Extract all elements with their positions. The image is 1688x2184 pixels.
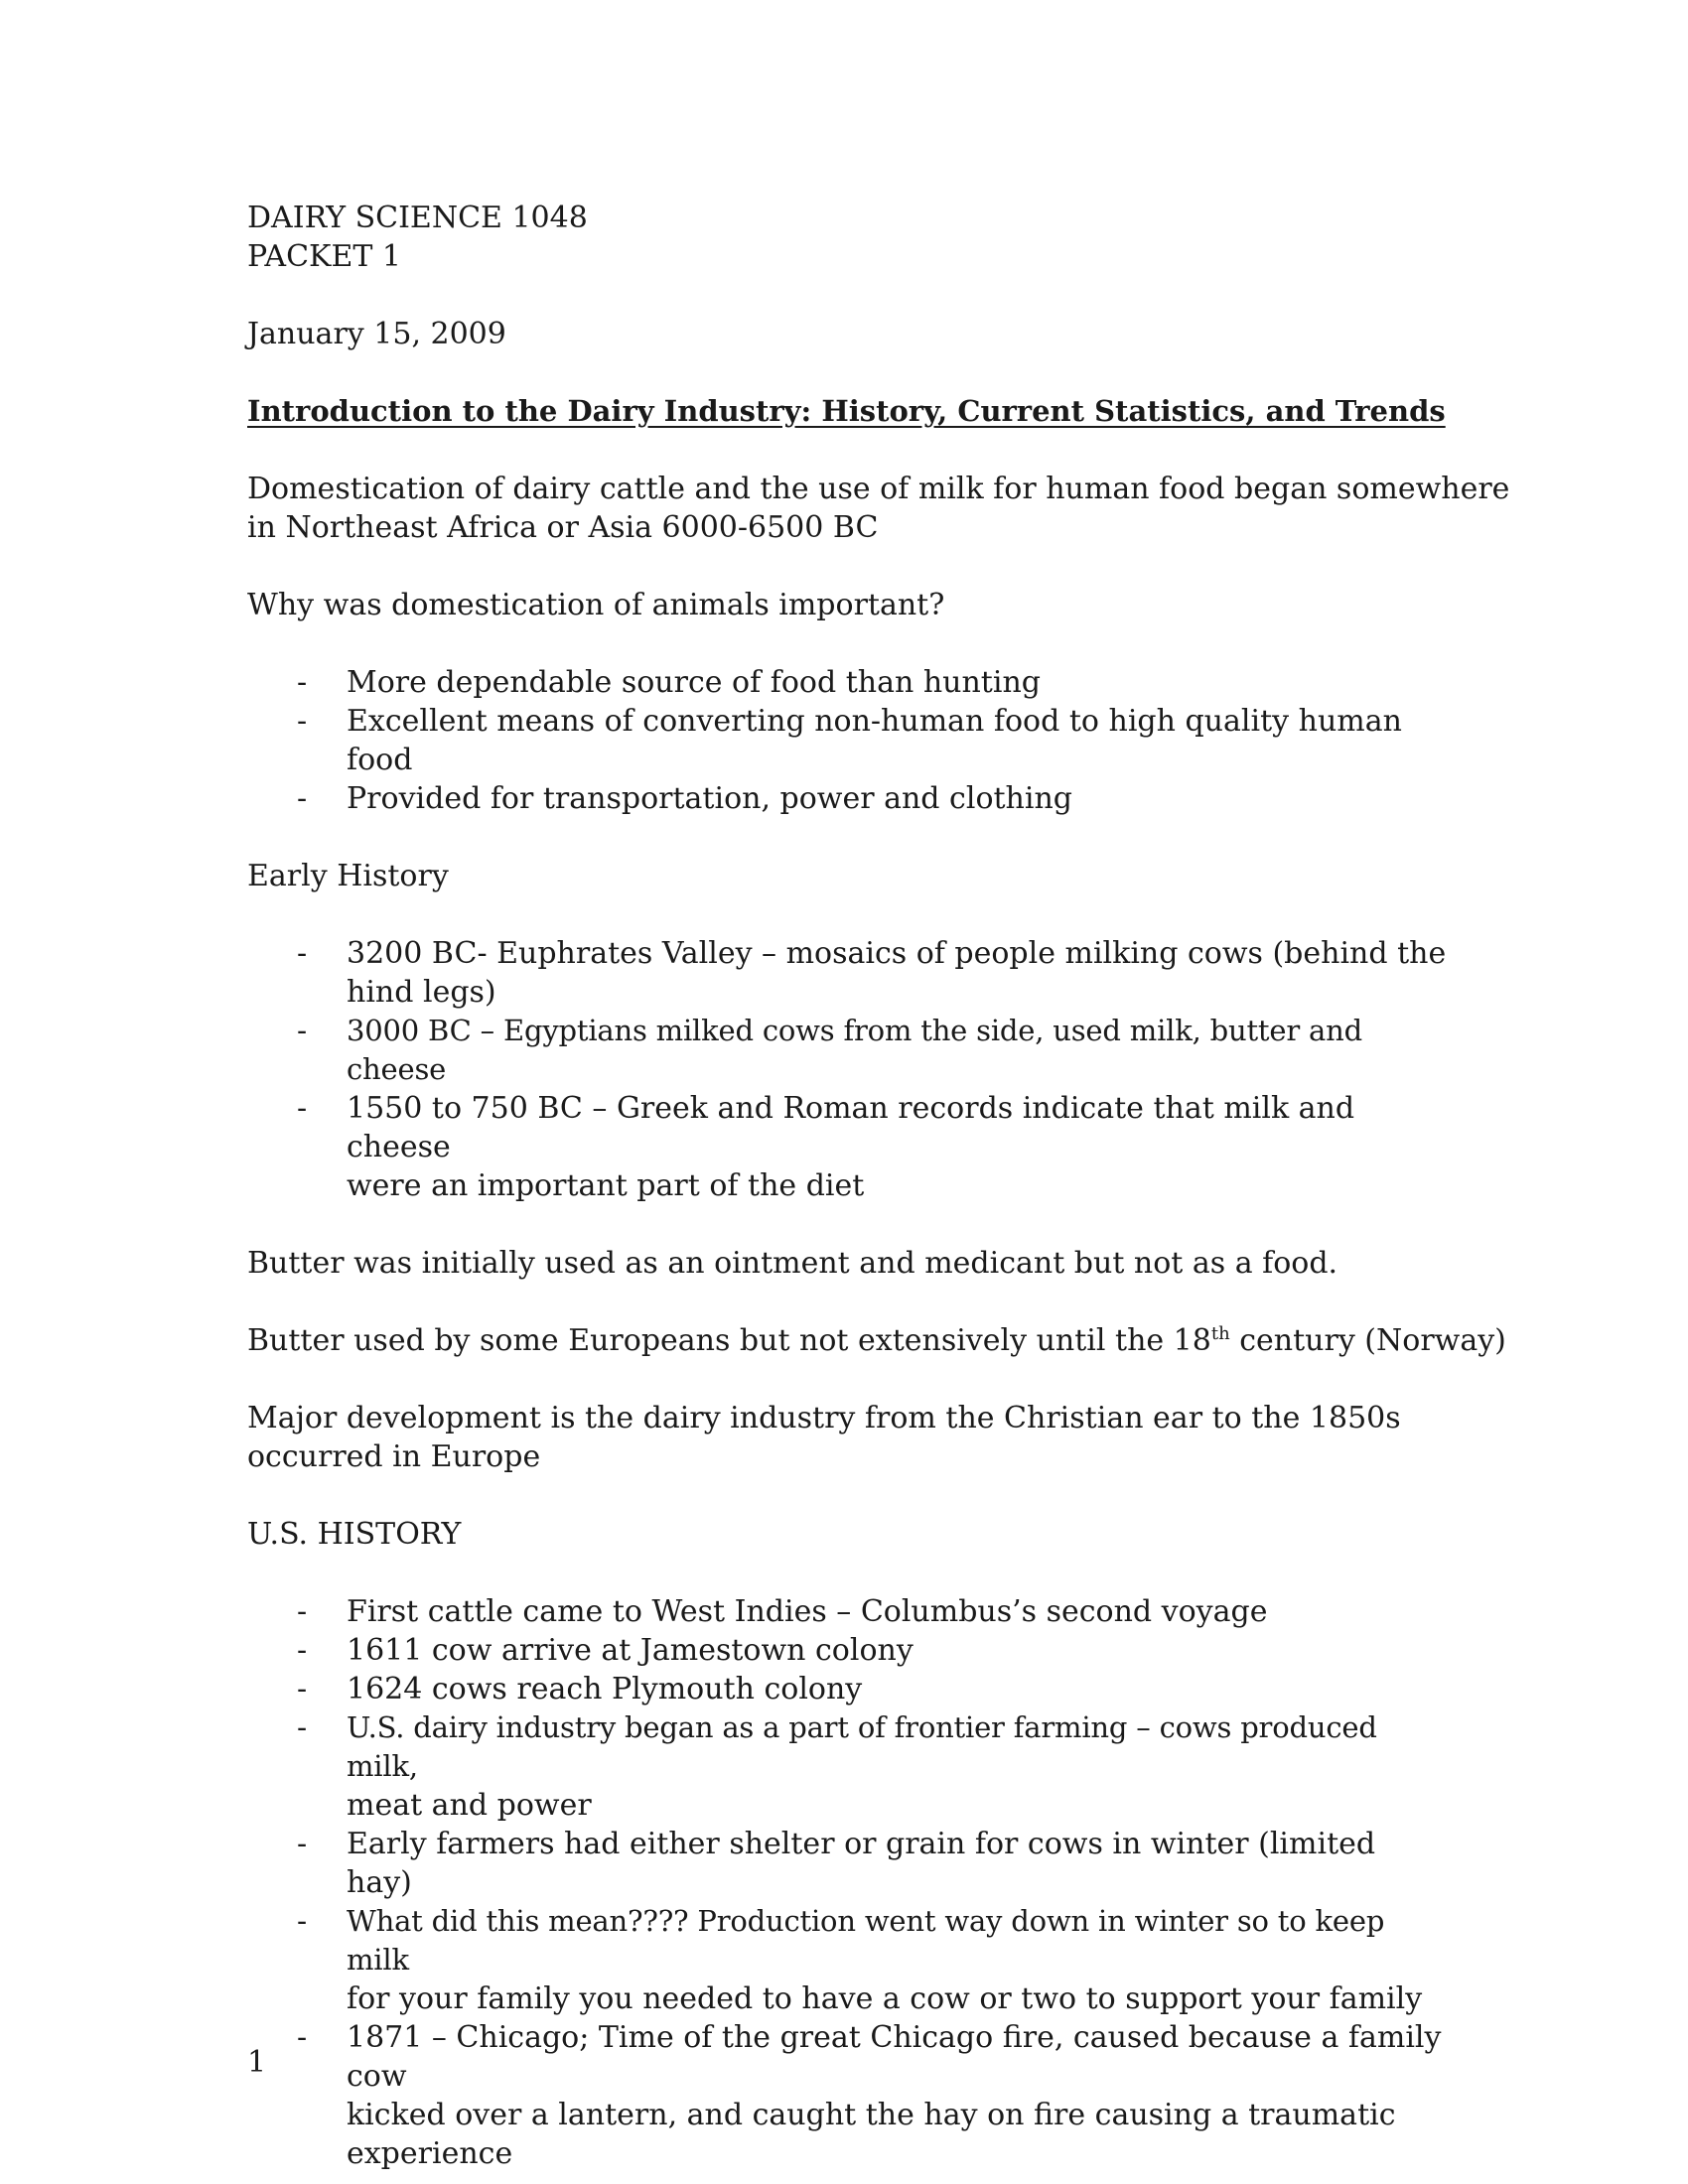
ordinal-suffix: th — [1210, 1323, 1230, 1344]
us-history-heading: U.S. HISTORY — [247, 1517, 462, 1552]
dash-bullet: - — [297, 936, 308, 971]
butter-paragraph-2 — [247, 1321, 1506, 1360]
major-development-line-2: occurred in Europe — [247, 1439, 541, 1474]
list-item — [247, 1089, 1449, 1205]
list-item — [247, 702, 1449, 779]
list-item — [247, 1825, 1449, 1902]
packet-label: PACKET 1 — [247, 239, 401, 274]
list-item-text: Early farmers had either shelter or grain for cows in winter (limited hay) — [347, 1827, 1376, 1900]
list-item — [247, 1592, 1449, 1631]
section-title: Introduction to the Dairy Industry: History, Current Statistics, and Trends — [247, 394, 1446, 428]
list-item — [247, 1708, 1449, 1825]
list-item-text: experience — [347, 2136, 513, 2171]
dash-bullet: - — [297, 1594, 308, 1629]
dash-bullet: - — [297, 665, 308, 700]
us-history-list — [247, 1592, 1449, 2173]
list-item-text: More dependable source of food than hunting — [347, 665, 1041, 700]
list-item — [247, 663, 1449, 702]
early-history-heading: Early History — [247, 859, 449, 893]
list-item-text: First cattle came to West Indies – Columbus’s second voyage — [347, 1594, 1268, 1629]
butter-paragraph-1: Butter was initially used as an ointment and medicant but not as a food. — [247, 1246, 1338, 1281]
list-item — [247, 779, 1449, 818]
list-item-text: for your family you needed to have a cow or two to support your family — [347, 1981, 1423, 2016]
document-date: January 15, 2009 — [247, 317, 506, 351]
dash-bullet: - — [297, 704, 308, 739]
butter-text-before: Butter used by some Europeans but not extensively until the 18 — [247, 1323, 1211, 1358]
list-item-text: 3000 BC – Egyptians milked cows from the side, used milk, butter and cheese — [347, 1014, 1362, 1086]
dash-bullet: - — [297, 1672, 308, 1706]
butter-text-after: century (Norway) — [1229, 1323, 1506, 1358]
page-number: 1 — [247, 2045, 267, 2080]
list-item-text: 1611 cow arrive at Jamestown colony — [347, 1633, 914, 1668]
dash-bullet: - — [297, 781, 308, 816]
list-item-text: 3200 BC- Euphrates Valley – mosaics of people milking cows (behind the — [347, 936, 1447, 971]
list-item-text: were an important part of the diet — [347, 1168, 865, 1203]
intro-line-1: Domestication of dairy cattle and the use of milk for human food began somewhere — [247, 472, 1510, 506]
list-item-text: 1624 cows reach Plymouth colony — [347, 1672, 863, 1706]
list-item — [247, 1670, 1449, 1708]
document-page — [247, 199, 1510, 2173]
early-history-list — [247, 934, 1449, 1205]
list-item-text: kicked over a lantern, and caught the hay on fire causing a traumatic — [347, 2098, 1396, 2132]
list-item-text: What did this mean???? Production went way down in winter so to keep milk — [347, 1904, 1385, 1977]
list-item — [247, 934, 1449, 1012]
dash-bullet: - — [297, 1827, 308, 1861]
list-item — [247, 1012, 1449, 1089]
intro-line-2: in Northeast Africa or Asia 6000-6500 BC — [247, 510, 879, 545]
dash-bullet: - — [297, 1710, 308, 1745]
why-question: Why was domestication of animals important? — [247, 588, 945, 622]
list-item-text: U.S. dairy industry began as a part of frontier farming – cows produced milk, — [347, 1710, 1377, 1783]
why-list — [247, 663, 1449, 818]
list-item-text: Excellent means of converting non-human food to high quality human food — [347, 704, 1402, 777]
major-development-line-1: Major development is the dairy industry from the Christian ear to the 1850s — [247, 1401, 1401, 1435]
dash-bullet: - — [297, 1014, 308, 1048]
list-item-text: 1550 to 750 BC – Greek and Roman records indicate that milk and cheese — [347, 1091, 1355, 1164]
course-title: DAIRY SCIENCE 1048 — [247, 201, 588, 235]
dash-bullet: - — [297, 1091, 308, 1126]
dash-bullet: - — [297, 1904, 308, 1939]
list-item-text: meat and power — [347, 1788, 592, 1823]
list-item — [247, 2018, 1449, 2173]
list-item-text: 1871 – Chicago; Time of the great Chicago fire, caused because a family cow — [347, 2020, 1442, 2094]
list-item-text: hind legs) — [347, 975, 496, 1010]
list-item — [247, 1631, 1449, 1670]
dash-bullet: - — [297, 2020, 308, 2055]
list-item — [247, 1902, 1449, 2018]
list-item-text: Provided for transportation, power and clothing — [347, 781, 1073, 816]
dash-bullet: - — [297, 1633, 308, 1668]
